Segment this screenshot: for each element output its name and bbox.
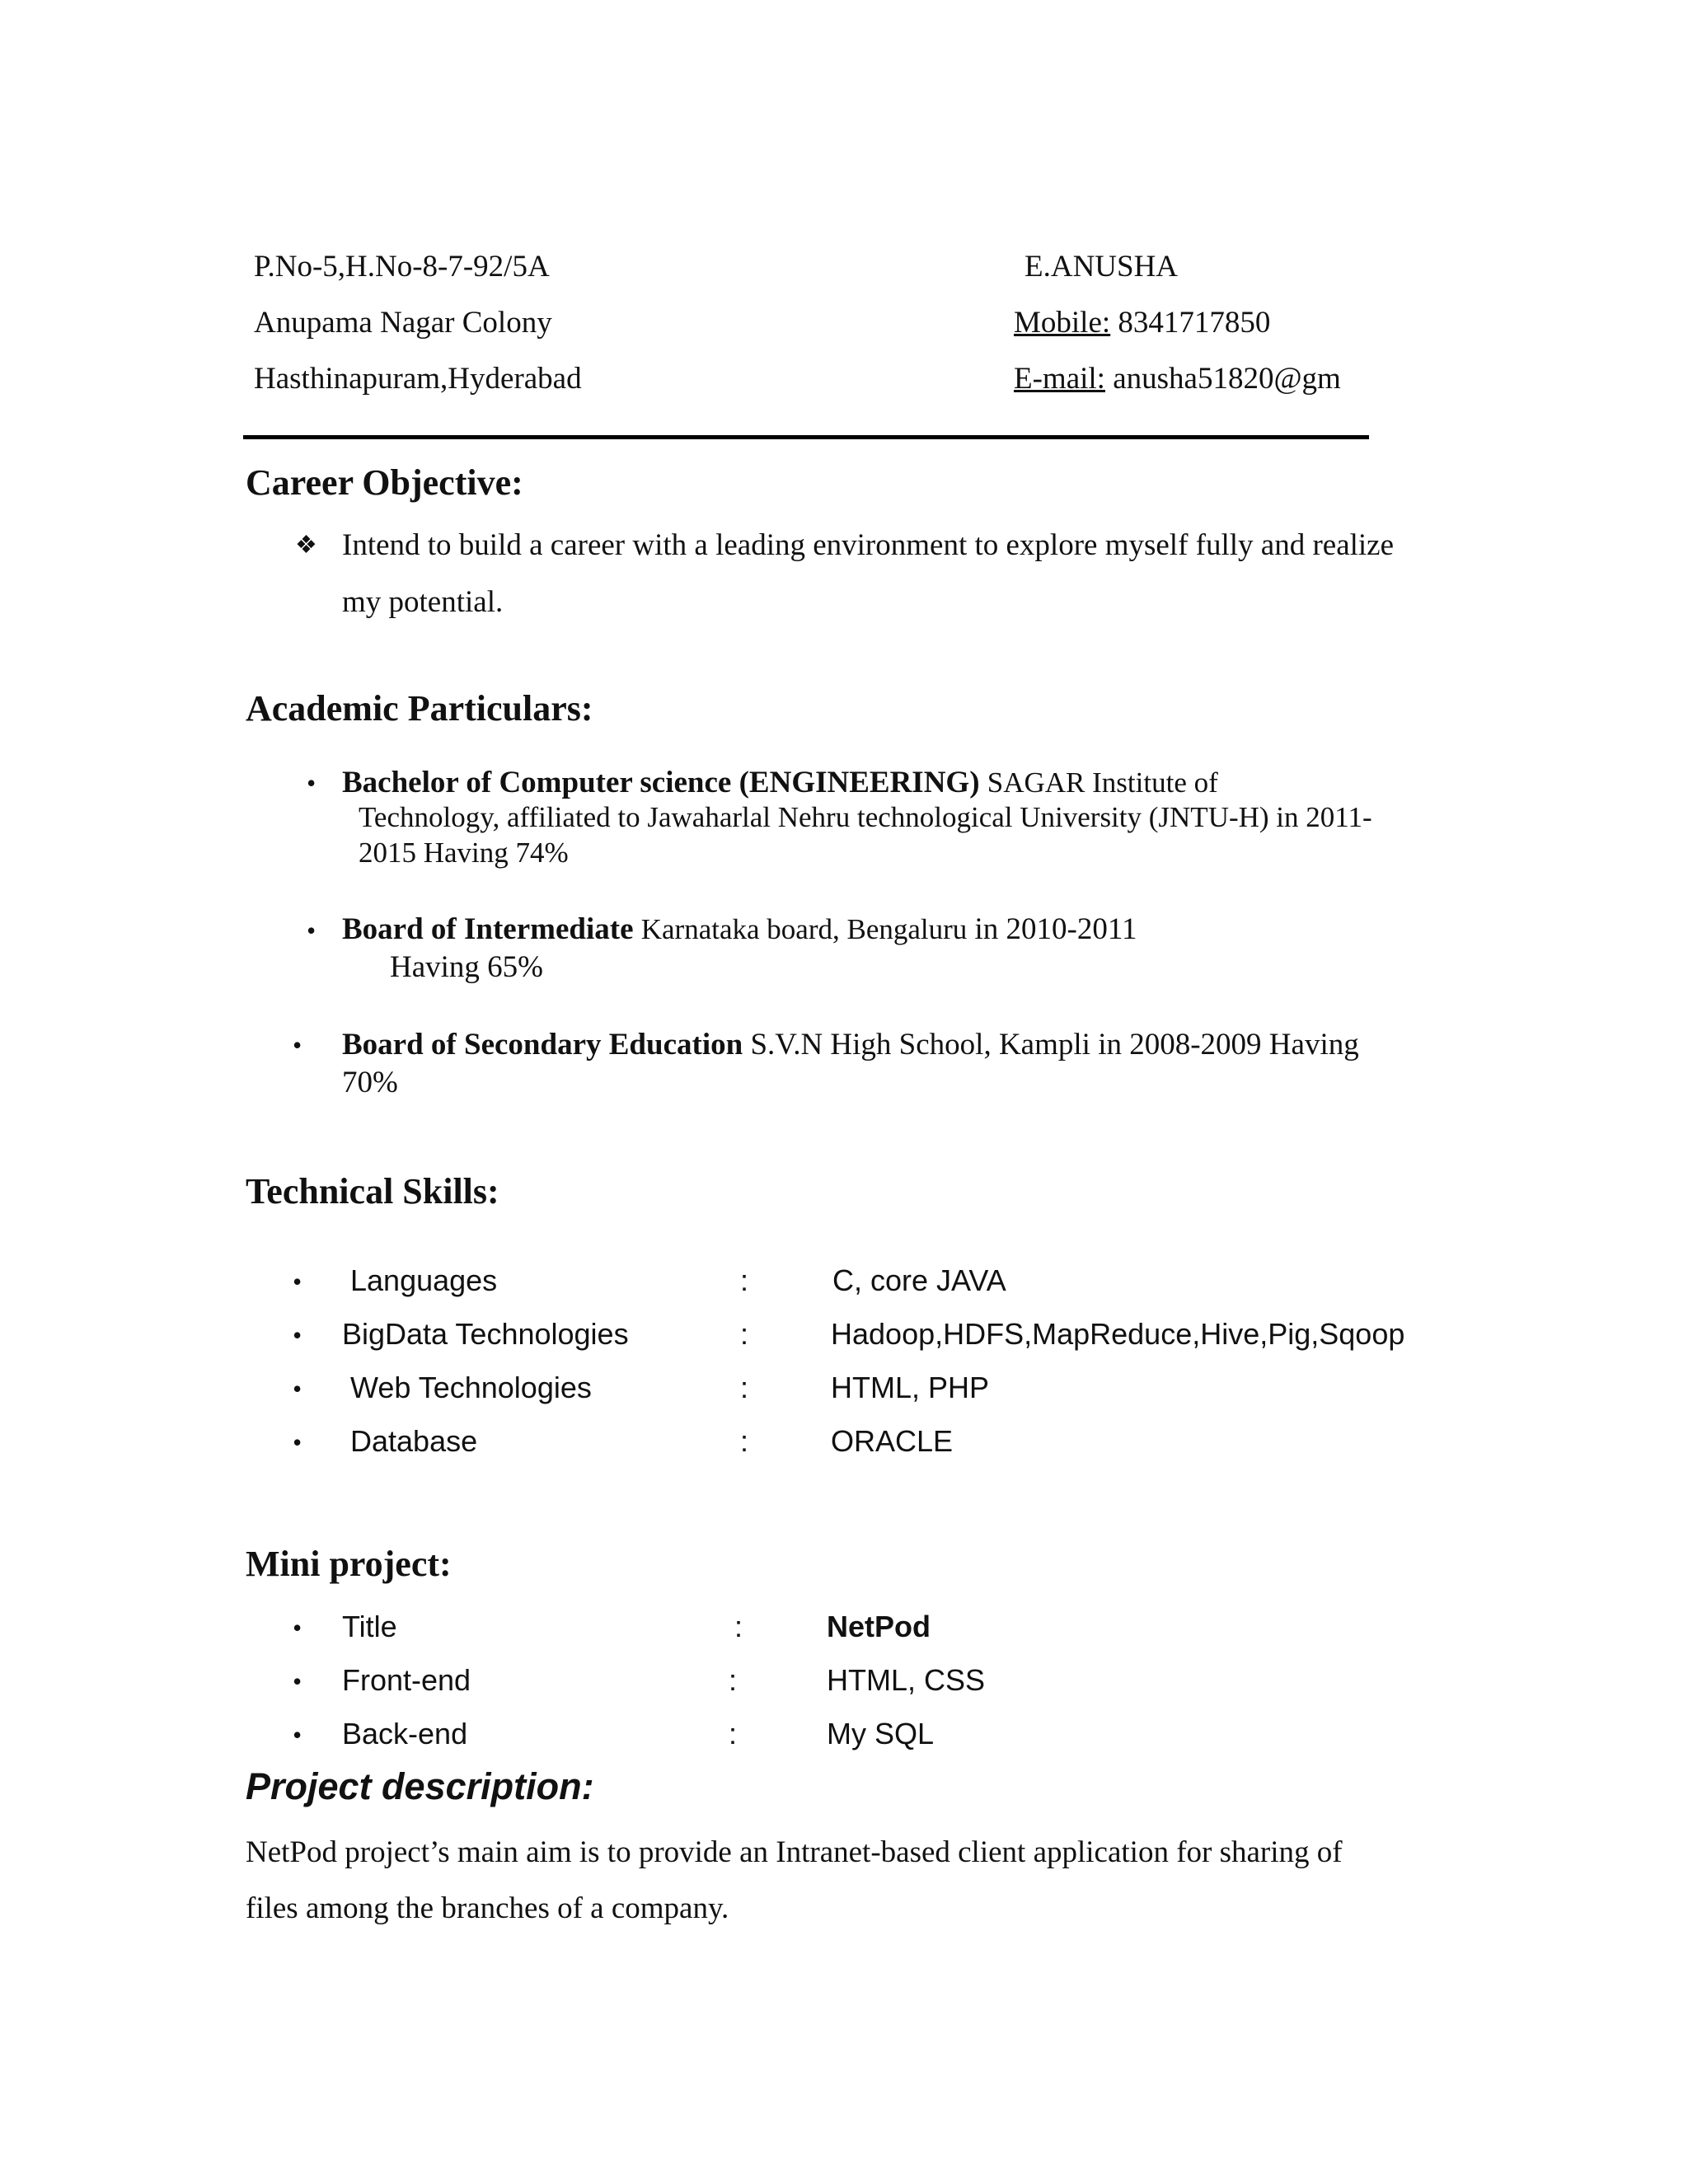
project-value-frontend: HTML, CSS xyxy=(827,1663,986,1697)
skill-label-languages: Languages xyxy=(350,1263,498,1297)
skill-separator: : xyxy=(740,1371,749,1404)
skill-label-web: Web Technologies xyxy=(350,1371,592,1404)
address-line-3: Hasthinapuram,Hyderabad xyxy=(254,362,582,396)
mini-project-heading: Mini project: xyxy=(246,1544,452,1584)
academic-item-1-line-2: Technology, affiliated to Jawaharlal Nehru technological University (JNTU-H) in 2011- xyxy=(359,801,1372,833)
project-separator: : xyxy=(734,1610,743,1643)
project-separator: : xyxy=(729,1663,738,1697)
skill-value-database: ORACLE xyxy=(831,1424,954,1458)
bullet-icon: • xyxy=(293,1374,302,1404)
career-objective-line-2: my potential. xyxy=(342,585,504,619)
mobile-label: Mobile: xyxy=(1014,306,1111,340)
project-description-line-2: files among the branches of a company. xyxy=(246,1891,729,1925)
academic-item-1-title: Bachelor of Computer science (ENGINEERING) xyxy=(342,766,980,799)
academic-item-2-board: Karnataka board, Bengaluru xyxy=(640,913,968,945)
email-row xyxy=(1014,361,1341,396)
skill-value-bigdata: Hadoop,HDFS,MapReduce,Hive,Pig,Sqoop xyxy=(831,1317,1405,1351)
academic-item-3-school: S.V.N High School, Kampli in 2008-2009 Having xyxy=(750,1028,1359,1062)
project-value-backend: My SQL xyxy=(827,1717,935,1750)
bullet-icon: • xyxy=(293,1720,302,1750)
skill-label-bigdata: BigData Technologies xyxy=(342,1317,629,1351)
mobile-row xyxy=(1014,305,1270,340)
academic-item-1-line-3: 2015 Having 74% xyxy=(359,837,569,869)
project-value-title: NetPod xyxy=(827,1610,931,1643)
bullet-icon: • xyxy=(307,916,316,945)
mobile-value: 8341717850 xyxy=(1118,306,1271,340)
project-label-frontend: Front-end xyxy=(342,1663,471,1697)
email-value: anusha51820@gm xyxy=(1113,362,1341,396)
bullet-icon: • xyxy=(307,768,316,798)
address-line-2: Anupama Nagar Colony xyxy=(254,306,552,340)
diamond-bullet-icon: ❖ xyxy=(295,532,317,559)
academic-heading: Academic Particulars: xyxy=(246,688,593,729)
technical-skills-heading: Technical Skills: xyxy=(246,1171,499,1212)
academic-item-2-title: Board of Intermediate xyxy=(342,912,634,946)
bullet-icon: • xyxy=(293,1613,302,1643)
academic-item-2-line-1 xyxy=(342,912,1137,947)
email-label: E-mail: xyxy=(1014,362,1105,396)
academic-item-3-line-1 xyxy=(342,1027,1359,1062)
academic-item-3-title: Board of Secondary Education xyxy=(342,1028,743,1062)
bullet-icon: • xyxy=(293,1320,302,1350)
skill-separator: : xyxy=(740,1424,749,1458)
header-divider xyxy=(243,435,1369,439)
project-label-backend: Back-end xyxy=(342,1717,468,1750)
academic-item-3-line-2: 70% xyxy=(342,1066,398,1099)
bullet-icon: • xyxy=(293,1030,302,1060)
academic-item-1-institute: SAGAR Institute of xyxy=(987,766,1218,799)
skill-label-database: Database xyxy=(350,1424,478,1458)
project-description-heading: Project description: xyxy=(246,1765,594,1807)
bullet-icon: • xyxy=(293,1427,302,1457)
bullet-icon: • xyxy=(293,1267,302,1296)
academic-item-1-line-1 xyxy=(342,765,1218,800)
academic-item-2-line-2: Having 65% xyxy=(390,950,543,984)
skill-separator: : xyxy=(740,1317,749,1351)
address-line-1: P.No-5,H.No-8-7-92/5A xyxy=(254,250,550,284)
career-objective-line-1: Intend to build a career with a leading environment to explore myself fully and realize xyxy=(342,528,1395,562)
bullet-icon: • xyxy=(293,1666,302,1696)
career-objective-heading: Career Objective: xyxy=(246,462,523,503)
project-separator: : xyxy=(729,1717,738,1750)
skill-value-web: HTML, PHP xyxy=(831,1371,990,1404)
academic-item-2-years: in 2010-2011 xyxy=(974,912,1137,946)
skill-value-languages: C, core JAVA xyxy=(832,1263,1006,1297)
project-label-title: Title xyxy=(342,1610,397,1643)
candidate-name: E.ANUSHA xyxy=(1025,250,1179,284)
skill-separator: : xyxy=(740,1263,749,1297)
project-description-line-1: NetPod project’s main aim is to provide an Intranet-based client application for sharing of xyxy=(246,1835,1343,1869)
